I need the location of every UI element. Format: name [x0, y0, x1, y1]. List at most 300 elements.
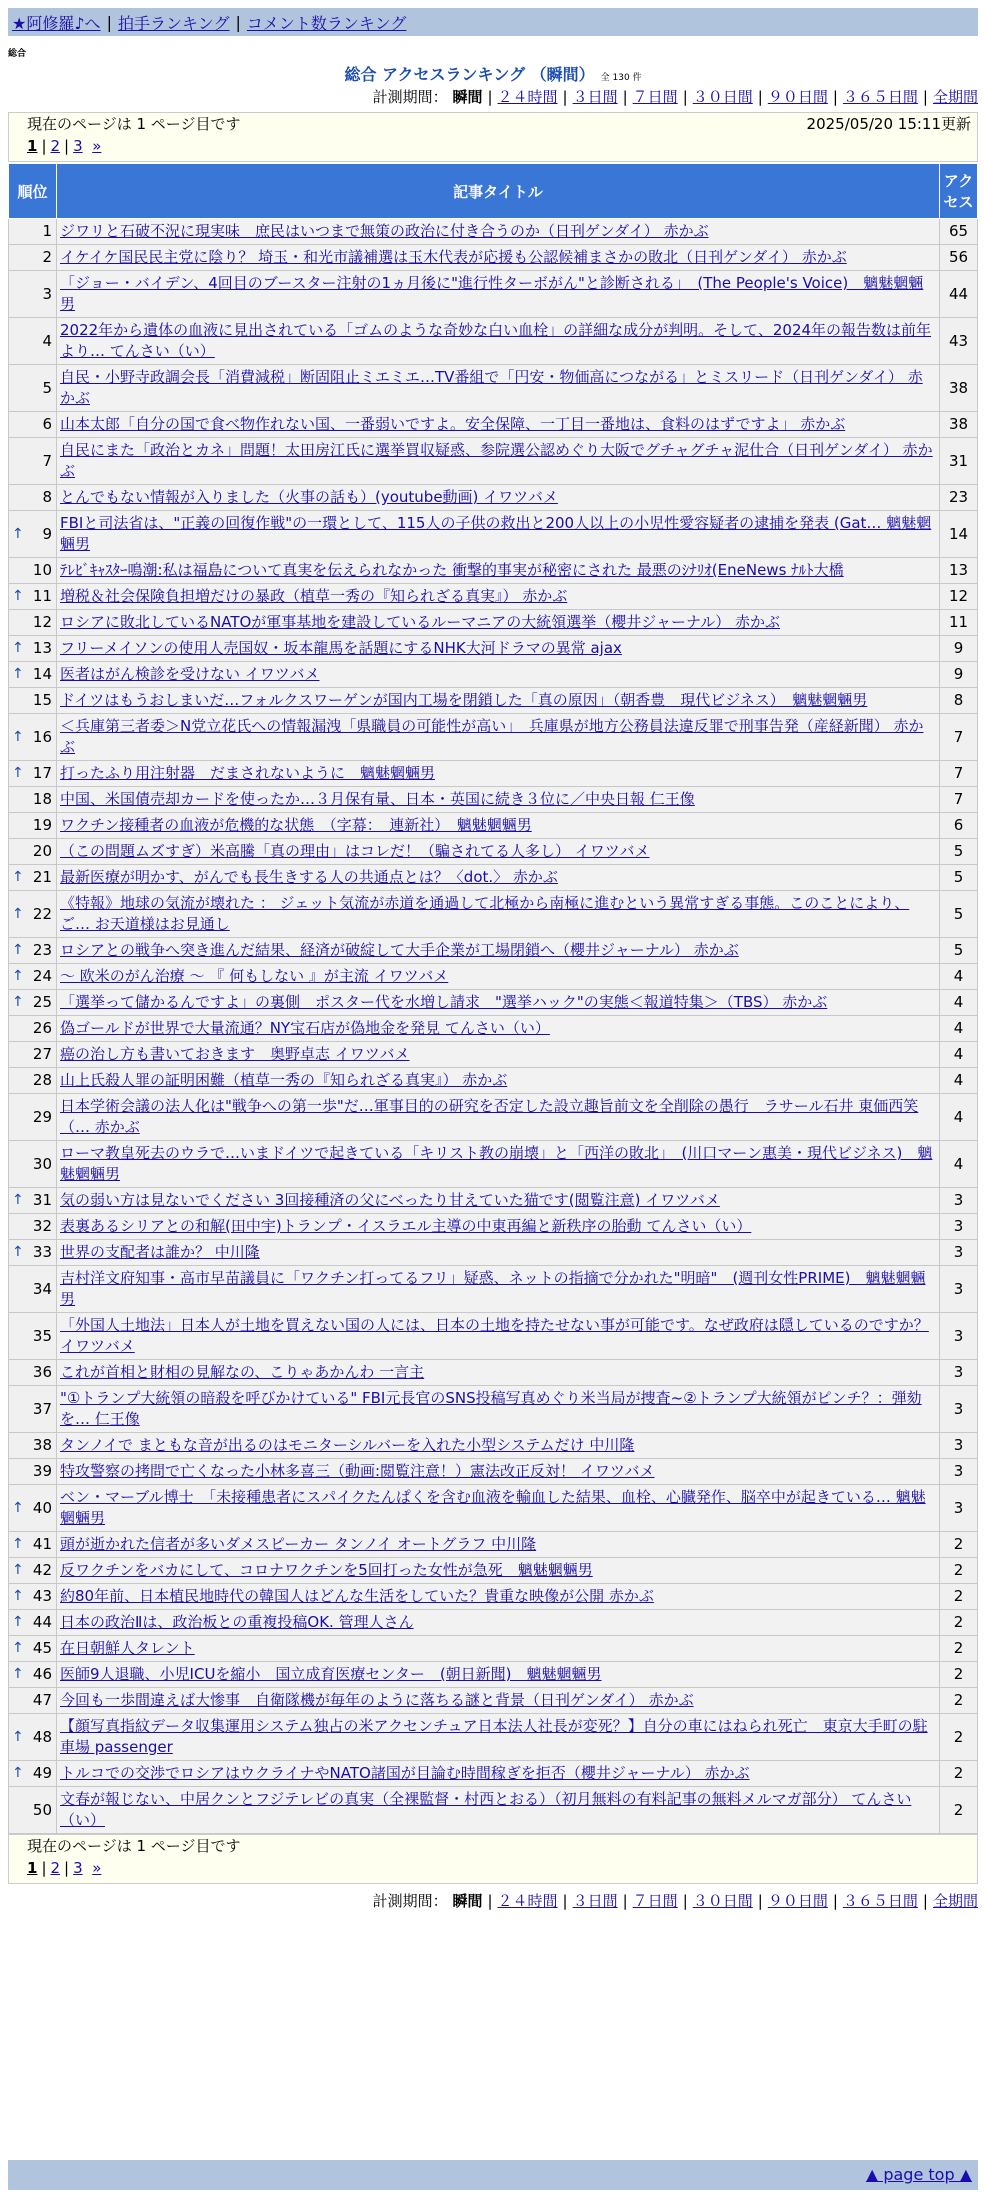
rank-cell: [9, 1016, 57, 1042]
rank-up-arrow-icon: ↑: [12, 1614, 24, 1630]
rank-cell: [9, 1141, 57, 1188]
table-row: [9, 1485, 978, 1532]
title-cell: [57, 1266, 940, 1313]
period-all[interactable]: 全期間: [932, 88, 978, 106]
rank-number: 28: [32, 1071, 52, 1089]
access-count: 5: [940, 938, 978, 964]
access-count: 2: [940, 1636, 978, 1662]
access-count: 8: [940, 688, 978, 714]
title-cell: [57, 1360, 940, 1386]
title-cell: [57, 365, 940, 412]
rank-number: 29: [32, 1107, 52, 1126]
rank-cell: [9, 662, 57, 688]
current-page-text: 現在のページは 1 ページ目です: [27, 115, 241, 133]
rank-up-arrow-icon: ↑: [12, 588, 24, 604]
rank-number: 16: [32, 727, 52, 746]
table-row: [9, 1688, 978, 1714]
rank-cell: [9, 839, 57, 865]
ranking-table: [8, 163, 978, 1834]
rank-cell: [9, 1688, 57, 1714]
rank-cell: [9, 219, 57, 245]
table-row: [9, 1433, 978, 1459]
access-count: 3: [940, 1266, 978, 1313]
rank-number: 9: [42, 524, 52, 543]
article-title-link[interactable]: 中国、米国債売却カードを使ったか…３月保有量、日本・英国に続き３位に／中央日報 仁王像: [60, 790, 695, 808]
table-row: [9, 1584, 978, 1610]
access-count: 2: [940, 1761, 978, 1787]
rank-cell: [9, 1558, 57, 1584]
page-title: [0, 62, 986, 85]
table-row: [9, 1636, 978, 1662]
table-row: [9, 438, 978, 485]
access-count: 4: [940, 1016, 978, 1042]
access-count: 3: [940, 1485, 978, 1532]
rank-number: 30: [32, 1154, 52, 1173]
article-title-link[interactable]: 日本学術会議の法人化は"戦争への第一歩"だ…軍事目的の研究を否定した設立趣旨前文を全削除の愚行 ラサール石井 東価西笑（… 赤かぶ: [60, 1097, 919, 1136]
article-title-link[interactable]: 山本太郎「自分の国で食べ物作れない国、一番弱いですよ。安全保障、一丁目一番地は、食料のはずですよ」 赤かぶ: [60, 415, 846, 433]
rank-number: 7: [42, 451, 52, 470]
title-cell: [57, 813, 940, 839]
header-access: アクセス: [940, 164, 978, 219]
access-count: 4: [940, 1141, 978, 1188]
access-count: 3: [940, 1313, 978, 1360]
article-title-link[interactable]: "①トランプ大統領の暗殺を呼びかけている" FBI元長官のSNS投稿写真めぐり米当局が捜査~②トランプ大統領がピンチ？：弾劾を… 仁王像: [60, 1389, 922, 1428]
article-title-link[interactable]: 表裏あるシリアとの和解(田中宇)トランプ・イスラエル主導の中東再編と新秩序の胎動 てんさい（い）: [60, 1217, 752, 1235]
access-count: 2: [940, 1714, 978, 1761]
title-cell: [57, 1787, 940, 1834]
rank-up-arrow-icon: ↑: [12, 666, 24, 682]
table-row: [9, 964, 978, 990]
title-cell: [57, 1459, 940, 1485]
rank-number: 14: [32, 665, 52, 683]
table-header-row: [9, 164, 978, 219]
article-title-link[interactable]: 在日朝鮮人タレント: [60, 1639, 195, 1657]
title-cell: [57, 787, 940, 813]
article-title-link[interactable]: 約80年前、日本植民地時代の韓国人はどんな生活をしていた？貴重な映像が公開 赤かぶ: [60, 1587, 654, 1605]
rank-number: 5: [42, 378, 52, 397]
article-title-link[interactable]: ドイツはもうおしまいだ…フォルクスワーゲンが国内工場を閉鎖した「真の原因」（朝香豊 現代ビジネス） 魑魅魍魎男: [60, 691, 868, 709]
access-count: 14: [940, 511, 978, 558]
rank-cell: [9, 271, 57, 318]
title-cell: [57, 688, 940, 714]
rank-cell: [9, 1485, 57, 1532]
article-title-link[interactable]: 自民・小野寺政調会長「消費減税」断固阻止ミエミエ…TV番組で「円安・物価高につながる」とミスリード（日刊ゲンダイ） 赤かぶ: [60, 368, 923, 407]
rank-cell: [9, 1386, 57, 1433]
pager-next[interactable]: »: [92, 1859, 102, 1877]
title-cell: [57, 761, 940, 787]
rank-cell: [9, 1042, 57, 1068]
nav-link-asyura[interactable]: ★阿修羅♪へ: [12, 13, 101, 33]
nav-separator: |: [106, 12, 112, 32]
article-title-link[interactable]: 文春が報じない、中居クンとフジテレビの真実（全裸監督・村西とおる）（初月無料の有料記事の無料メルマガ部分） てんさい（い）: [60, 1790, 912, 1829]
rank-cell: [9, 1610, 57, 1636]
nav-bar: [8, 8, 978, 36]
footer-bar: [8, 2160, 978, 2190]
period-label: 計測期間：: [372, 1892, 448, 1910]
table-row: [9, 1532, 978, 1558]
article-title-link[interactable]: 《特報》地球の気流が壊れた ： ジェット気流が赤道を通過して北極から南極に進むという異常すぎる事態。このことにより、ご… お天道様はお見通し: [60, 894, 910, 933]
access-count: 2: [940, 1584, 978, 1610]
article-title-link[interactable]: 日本の政治Ⅱは、政治板との重複投稿OK. 管理人さん: [60, 1613, 414, 1631]
title-cell: [57, 662, 940, 688]
article-title-link[interactable]: ～ 欧米のがん治療 ～ 『 何もしない 』が主流 イワツバメ: [60, 967, 449, 985]
title-cell: [57, 839, 940, 865]
access-count: 3: [940, 1240, 978, 1266]
article-title-link[interactable]: ＜兵庫第三者委＞N党立花氏への情報漏洩「県職員の可能性が高い」 兵庫県が地方公務員法違反罪で刑事告発（産経新聞） 赤かぶ: [60, 717, 924, 756]
article-title-link[interactable]: 「ジョー・バイデン、4回目のブースター注射の1ヵ月後に"進行性ターボがん"と診断される」 (The People's Voice) 魑魅魍魎男: [60, 274, 924, 313]
rank-cell: [9, 245, 57, 271]
title-cell: [57, 1584, 940, 1610]
access-count: 12: [940, 584, 978, 610]
table-row: [9, 1016, 978, 1042]
article-title-link[interactable]: 2022年から遺体の血液に見出されている「ゴムのような奇妙な白い血栓」の詳細な成分が判明。そして、2024年の報告数は前年より… てんさい（い）: [60, 321, 932, 360]
article-title-link[interactable]: 打ったふり用注射器 だまされないように 魑魅魍魎男: [60, 764, 436, 782]
pager-current: 1: [27, 1859, 38, 1877]
title-cell: [57, 1094, 940, 1141]
title-cell: [57, 891, 940, 938]
article-title-link[interactable]: 最新医療が明かす、がんでも長生きする人の共通点とは？〈dot.〉 赤かぶ: [60, 868, 558, 886]
article-title-link[interactable]: イケイケ国民民主党に陰り？ 埼玉・和光市議補選は玉木代表が応援も公認候補まさかの敗北（日刊ゲンダイ） 赤かぶ: [60, 248, 847, 266]
access-count: 2: [940, 1532, 978, 1558]
pager-bottom: 1 | 2 | 3 »: [27, 1859, 102, 1877]
table-row: [9, 485, 978, 511]
title-cell: [57, 558, 940, 584]
access-count: 4: [940, 1094, 978, 1141]
rank-up-arrow-icon: ↑: [12, 905, 24, 922]
period-7d[interactable]: ７日間: [632, 1892, 678, 1910]
rank-up-arrow-icon: ↑: [12, 1728, 24, 1745]
rank-number: 37: [32, 1399, 52, 1418]
period-3d[interactable]: ３日間: [572, 88, 618, 106]
rank-cell: [9, 1787, 57, 1834]
rank-cell: [9, 1714, 57, 1761]
access-count: 3: [940, 1459, 978, 1485]
nav-link-clap-ranking[interactable]: 拍手ランキング: [117, 13, 230, 33]
table-row: [9, 1313, 978, 1360]
article-title-link[interactable]: とんでもない情報が入りました（火事の話も）(youtube動画) イワツバメ: [60, 488, 558, 506]
rank-cell: [9, 787, 57, 813]
rank-number: 13: [32, 639, 52, 657]
title-cell: [57, 1313, 940, 1360]
rank-number: 43: [32, 1587, 52, 1605]
rank-number: 18: [32, 790, 52, 808]
title-cell: [57, 271, 940, 318]
access-count: 2: [940, 1558, 978, 1584]
table-row: [9, 1360, 978, 1386]
access-count: 7: [940, 761, 978, 787]
page-info-bottom: [8, 1834, 978, 1884]
article-title-link[interactable]: 医者はがん検診を受けない イワツバメ: [60, 665, 320, 683]
access-count: 43: [940, 318, 978, 365]
article-title-link[interactable]: 【顔写真指紋データ収集運用システム独占の米アクセンチュア日本法人社長が変死？】自分の車にはねられ死亡 東京大手町の駐車場 passenger: [60, 1717, 928, 1756]
table-row: [9, 1042, 978, 1068]
rank-cell: [9, 1094, 57, 1141]
rank-cell: [9, 1068, 57, 1094]
table-row: [9, 1787, 978, 1834]
rank-number: 45: [32, 1639, 52, 1657]
rank-number: 26: [32, 1019, 52, 1037]
rank-number: 4: [42, 331, 52, 350]
rank-number: 1: [42, 222, 52, 240]
table-row: [9, 714, 978, 761]
article-title-link[interactable]: ワクチン接種者の血液が危機的な状態 （字幕： 連新社） 魑魅魍魎男: [60, 816, 532, 834]
title-cell: [57, 1188, 940, 1214]
rank-cell: [9, 485, 57, 511]
period-365d[interactable]: ３６５日間: [842, 88, 918, 106]
rank-cell: [9, 865, 57, 891]
page-top-link[interactable]: ▲ page top ▲: [865, 2165, 972, 2184]
table-row: [9, 1610, 978, 1636]
title-cell: [57, 938, 940, 964]
access-count: 3: [940, 1433, 978, 1459]
rank-number: 24: [32, 967, 52, 985]
rank-cell: [9, 1532, 57, 1558]
table-row: [9, 558, 978, 584]
rank-number: 38: [32, 1436, 52, 1454]
rank-cell: [9, 584, 57, 610]
access-count: 38: [940, 365, 978, 412]
access-count: 4: [940, 990, 978, 1016]
nav-link-comment-ranking[interactable]: コメント数ランキング: [246, 13, 407, 33]
rank-number: 20: [32, 842, 52, 860]
article-title-link[interactable]: 自民にまた「政治とカネ」問題！太田房江氏に選挙買収疑惑、参院選公認めぐり大阪でグチャグチャ泥仕合（日刊ゲンダイ） 赤かぶ: [60, 441, 933, 480]
table-row: [9, 761, 978, 787]
table-row: [9, 636, 978, 662]
article-title-link[interactable]: ロシアに敗北しているNATOが軍事基地を建設しているルーマニアの大統領選挙（櫻井ジャーナル） 赤かぶ: [60, 613, 781, 631]
rank-cell: [9, 1459, 57, 1485]
rank-number: 48: [32, 1727, 52, 1746]
table-row: [9, 245, 978, 271]
access-count: 56: [940, 245, 978, 271]
article-title-link[interactable]: 山上氏殺人罪の証明困難（植草一秀の『知られざる真実』） 赤かぶ: [60, 1071, 508, 1089]
title-cell: [57, 1688, 940, 1714]
article-title-link[interactable]: フリーメイソンの使用人売国奴・坂本龍馬を話題にするNHK大河ドラマの異常 ajax: [60, 639, 622, 657]
article-title-link[interactable]: ロシアとの戦争へ突き進んだ結果、経済が破綻して大手企業が工場閉鎖へ（櫻井ジャーナル） 赤かぶ: [60, 941, 739, 959]
period-7d[interactable]: ７日間: [632, 88, 678, 106]
article-title-link[interactable]: 気の弱い方は見ないでください 3回接種済の父にべったり甘えていた猫です(閲覧注意) イワツバメ: [60, 1191, 720, 1209]
article-title-link[interactable]: 世界の支配者は誰か？ 中川隆: [60, 1243, 260, 1261]
table-row: [9, 990, 978, 1016]
table-row: [9, 1141, 978, 1188]
article-title-link[interactable]: 医師9人退職、小児ICUを縮小 国立成育医療センター (朝日新聞) 魑魅魍魎男: [60, 1665, 602, 1683]
access-count: 3: [940, 1188, 978, 1214]
access-count: 2: [940, 1787, 978, 1834]
table-row: [9, 662, 978, 688]
access-count: 31: [940, 438, 978, 485]
rank-cell: [9, 813, 57, 839]
table-row: [9, 584, 978, 610]
title-cell: [57, 511, 940, 558]
article-title-link[interactable]: トルコでの交渉でロシアはウクライナやNATO諸国が目論む時間稼ぎを拒否（櫻井ジャーナル） 赤かぶ: [60, 1764, 750, 1782]
period-90d[interactable]: ９０日間: [767, 1892, 828, 1910]
rank-number: 15: [32, 691, 52, 709]
rank-number: 39: [32, 1462, 52, 1480]
table-row: [9, 1459, 978, 1485]
access-count: 4: [940, 1042, 978, 1068]
table-row: [9, 1662, 978, 1688]
access-count: 5: [940, 865, 978, 891]
rank-number: 46: [32, 1665, 52, 1683]
rank-up-arrow-icon: ↑: [12, 525, 24, 542]
rank-up-arrow-icon: ↑: [12, 994, 24, 1010]
access-count: 5: [940, 839, 978, 865]
pager-page-3[interactable]: 3: [73, 137, 83, 155]
article-title-link[interactable]: 「外国人土地法」日本人が土地を買えない国の人には、日本の土地を持たせない事が可能です。なぜ政府は隠しているのですか？ イワツバメ: [60, 1316, 929, 1355]
period-30d[interactable]: ３０日間: [692, 88, 753, 106]
rank-number: 3: [42, 284, 52, 303]
rank-number: 22: [32, 904, 52, 923]
title-cell: [57, 990, 940, 1016]
rank-number: 2: [42, 248, 52, 266]
rank-cell: [9, 1266, 57, 1313]
article-title-link[interactable]: 特攻警察の拷問で亡くなった小林多喜三（動画:閲覧注意！）憲法改正反対！ イワツバメ: [60, 1462, 655, 1480]
rank-up-arrow-icon: ↑: [12, 942, 24, 958]
rank-number: 42: [32, 1561, 52, 1579]
header-rank: 順位: [9, 164, 57, 219]
title-cell: [57, 1433, 940, 1459]
table-row: [9, 813, 978, 839]
table-row: [9, 511, 978, 558]
ranking-body: [9, 219, 978, 1834]
article-title-link[interactable]: 「選挙って儲かるんですよ」の裏側 ポスター代を水増し請求 "選挙ハック"の実態＜報道特集＞（TBS） 赤かぶ: [60, 993, 828, 1011]
article-title-link[interactable]: 偽ゴールドが世界で大量流通？NY宝石店が偽地金を発見 てんさい（い）: [60, 1019, 550, 1037]
rank-up-arrow-icon: ↑: [12, 1192, 24, 1208]
rank-number: 27: [32, 1045, 52, 1063]
title-cell: [57, 964, 940, 990]
rank-number: 25: [32, 993, 52, 1011]
article-title-link[interactable]: 癌の治し方も書いておきます 奥野卓志 イワツバメ: [60, 1045, 410, 1063]
article-title-link[interactable]: 今回も一歩間違えば大惨事 自衛隊機が毎年のように落ちる謎と背景（日刊ゲンダイ） 赤かぶ: [60, 1691, 694, 1709]
table-row: [9, 1386, 978, 1433]
pager-page-2[interactable]: 2: [50, 137, 61, 155]
rank-number: 19: [32, 816, 52, 834]
period-24h[interactable]: ２４時間: [497, 88, 558, 106]
table-row: [9, 688, 978, 714]
rank-cell: [9, 1313, 57, 1360]
rank-cell: [9, 891, 57, 938]
title-cell: [57, 636, 940, 662]
rank-cell: [9, 1214, 57, 1240]
period-90d[interactable]: ９０日間: [767, 88, 828, 106]
period-24h[interactable]: ２４時間: [497, 1892, 558, 1910]
rank-number: 8: [42, 488, 52, 506]
rank-number: 10: [32, 561, 52, 579]
table-row: [9, 865, 978, 891]
pager-next[interactable]: »: [92, 137, 102, 155]
rank-cell: [9, 318, 57, 365]
rank-up-arrow-icon: ↑: [12, 1666, 24, 1682]
rank-up-arrow-icon: ↑: [12, 1640, 24, 1656]
article-title-link[interactable]: タンノイで まともな音が出るのはモニターシルバーを入れた小型システムだけ 中川隆: [60, 1436, 635, 1454]
access-count: 65: [940, 219, 978, 245]
title-cell: [57, 1042, 940, 1068]
article-title-link[interactable]: 増税＆社会保険負担増だけの暴政（植草一秀の『知られざる真実』） 赤かぶ: [60, 587, 568, 605]
rank-number: 12: [32, 613, 52, 631]
current-page-text: 現在のページは 1 ページ目です: [27, 1837, 241, 1855]
table-row: [9, 610, 978, 636]
pager-page-2[interactable]: 2: [50, 1859, 61, 1877]
rank-cell: [9, 1433, 57, 1459]
pager-page-3[interactable]: 3: [73, 1859, 83, 1877]
article-title-link[interactable]: ﾃﾚﾋﾞｷｬｽﾀｰ鳴潮:私は福島について真実を伝えられなかった 衝撃的事実が秘密にされた 最悪のｼﾅﾘｵ(EneNews ﾅﾙﾄ大橋: [60, 561, 844, 579]
period-all[interactable]: 全期間: [932, 1892, 978, 1910]
access-count: 9: [940, 636, 978, 662]
article-title-link[interactable]: ベン・マーブル博士 「未接種患者にスパイクたんぱくを含む血液を輸血した結果、血栓、心臓発作、脳卒中が起きている… 魑魅魍魎男: [60, 1488, 926, 1527]
updated-time: 2025/05/20 15:11更新: [806, 115, 971, 133]
rank-up-arrow-icon: ↑: [12, 728, 24, 745]
rank-up-arrow-icon: ↑: [12, 640, 24, 656]
access-count: 7: [940, 787, 978, 813]
access-count: 38: [940, 412, 978, 438]
nav-separator: |: [235, 12, 241, 32]
rank-cell: [9, 1662, 57, 1688]
article-title-link[interactable]: ローマ教皇死去のウラで…いまドイツで起きている「キリスト教の崩壊」と「西洋の敗北」 (川口マーン惠美・現代ビジネス) 魑魅魍魎男: [60, 1144, 933, 1183]
table-row: [9, 1188, 978, 1214]
title-cell: [57, 412, 940, 438]
article-title-link[interactable]: （この問題ムズすぎ）米高騰「真の理由」はコレだ！（騙されてる人多し） イワツバメ: [60, 842, 650, 860]
period-current: 瞬間: [452, 88, 483, 106]
rank-number: 36: [32, 1363, 52, 1381]
article-title-link[interactable]: 頭が逝かれた信者が多いダメスピーカー タンノイ オートグラフ 中川隆: [60, 1535, 537, 1553]
article-title-link[interactable]: 吉村洋文府知事・高市早苗議員に「ワクチン打ってるフリ」疑惑、ネットの指摘で分かれた"明暗" (週刊女性PRIME) 魑魅魍魎男: [60, 1269, 926, 1308]
page-info-top: [8, 112, 978, 162]
article-title-link[interactable]: 反ワクチンをバカにして、コロナワクチンを5回打った女性が急死 魑魅魍魎男: [60, 1561, 593, 1579]
rank-up-arrow-icon: ↑: [12, 968, 24, 984]
header-title: 記事タイトル: [57, 164, 940, 219]
rank-number: 50: [32, 1800, 52, 1819]
rank-up-arrow-icon: ↑: [12, 1765, 24, 1781]
title-cell: [57, 584, 940, 610]
article-title-link[interactable]: これが首相と財相の見解なの、こりゃあかんわ 一言主: [60, 1363, 425, 1381]
pager-top: 1 | 2 | 3 »: [27, 137, 102, 155]
article-title-link[interactable]: ジワリと石破不況に現実味 庶民はいつまで無策の政治に付き合うのか（日刊ゲンダイ） 赤かぶ: [60, 222, 709, 240]
rank-number: 40: [32, 1498, 52, 1517]
rank-cell: [9, 1584, 57, 1610]
title-cell: [57, 1214, 940, 1240]
rank-up-arrow-icon: ↑: [12, 1562, 24, 1578]
title-cell: [57, 1714, 940, 1761]
access-count: 2: [940, 1662, 978, 1688]
access-count: 9: [940, 662, 978, 688]
title-cell: [57, 1662, 940, 1688]
period-3d[interactable]: ３日間: [572, 1892, 618, 1910]
rank-cell: [9, 938, 57, 964]
title-cell: [57, 610, 940, 636]
period-30d[interactable]: ３０日間: [692, 1892, 753, 1910]
article-title-link[interactable]: FBIと司法省は、"正義の回復作戦"の一環として、115人の子供の救出と200人以上の小児性愛容疑者の逮捕を発表 (Gat… 魑魅魍魎男: [60, 514, 932, 553]
rank-up-arrow-icon: ↑: [12, 1588, 24, 1604]
rank-number: 11: [32, 587, 52, 605]
rank-cell: [9, 990, 57, 1016]
rank-number: 44: [32, 1613, 52, 1631]
access-count: 4: [940, 964, 978, 990]
rank-cell: [9, 636, 57, 662]
title-cell: [57, 1532, 940, 1558]
table-row: [9, 365, 978, 412]
access-count: 11: [940, 610, 978, 636]
access-count: 3: [940, 1214, 978, 1240]
rank-cell: [9, 1761, 57, 1787]
table-row: [9, 1714, 978, 1761]
title-cell: [57, 1141, 940, 1188]
table-row: [9, 1214, 978, 1240]
rank-number: 49: [32, 1764, 52, 1782]
rank-cell: [9, 365, 57, 412]
period-365d[interactable]: ３６５日間: [842, 1892, 918, 1910]
rank-cell: [9, 1240, 57, 1266]
access-count: 3: [940, 1386, 978, 1433]
title-cell: [57, 1485, 940, 1532]
